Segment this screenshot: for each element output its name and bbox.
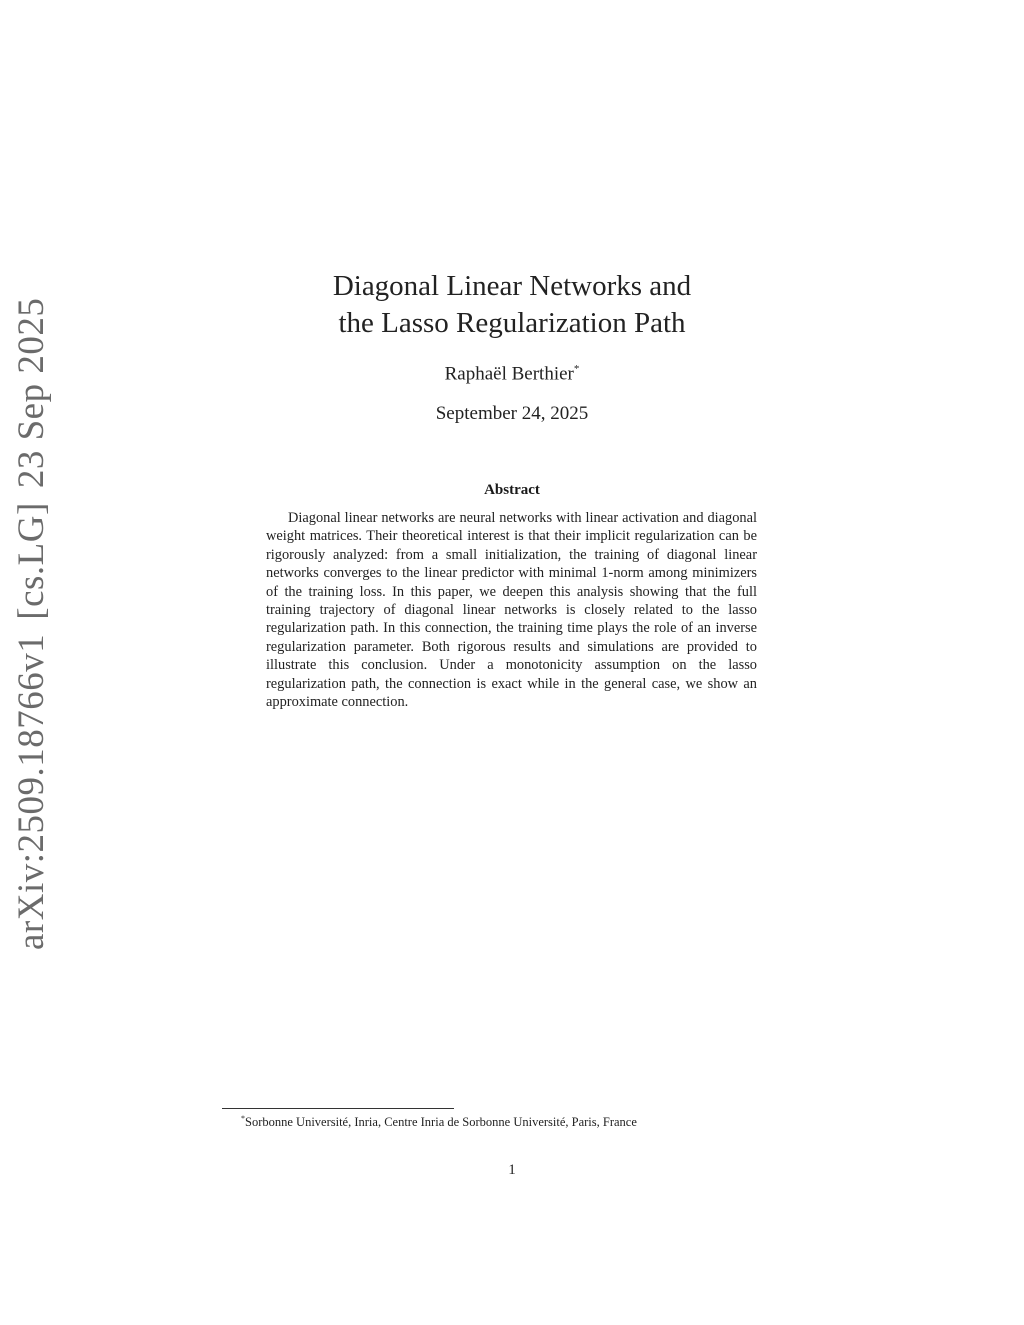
arxiv-sidebar-identifier	[10, 298, 53, 950]
arxiv-category: [cs.LG]	[11, 502, 52, 620]
footnote-rule	[222, 1108, 454, 1109]
author-footnote-marker: *	[573, 363, 580, 375]
footnote-text: Sorbonne Université, Inria, Centre Inria de Sorbonne Université, Paris, France	[245, 1115, 637, 1130]
title-line-1: Diagonal Linear Networks and	[332, 270, 692, 302]
footnote-marker: *	[241, 1114, 245, 1123]
arxiv-date: 23 Sep 2025	[11, 297, 52, 489]
abstract-body: Diagonal linear networks are neural networks with linear activation and diagonal weight matrices. Their theoretical interest is that their implicit regularization can be rigorously analyzed: from a small initialization, the training of diagonal linear networks converges to the linear predictor with minimal 1-norm among minimizers of the training loss. In this paper, we deepen this analysis showing that the full training trajectory of diagonal linear networks is closely related to the lasso regularization path. In this connection, the training time plays the role of an inverse regularization parameter. Both rigorous results and simulations are provided to illustrate this conclusion. Under a monotonicity assumption on the lasso regularization path, the connection is exact while in the general case, we show an approximate connection.	[266, 510, 757, 711]
paper-date: September 24, 2025	[435, 403, 589, 424]
author	[0, 363, 1024, 385]
paper-title	[0, 268, 1024, 342]
author-name: Raphaël Berthier	[444, 363, 574, 385]
arxiv-id: arXiv:2509.18766v1	[11, 633, 52, 950]
page-number: 1	[508, 1162, 516, 1178]
title-line-2: the Lasso Regularization Path	[338, 307, 686, 339]
footnote	[241, 1114, 637, 1130]
abstract-heading: Abstract	[484, 482, 540, 498]
